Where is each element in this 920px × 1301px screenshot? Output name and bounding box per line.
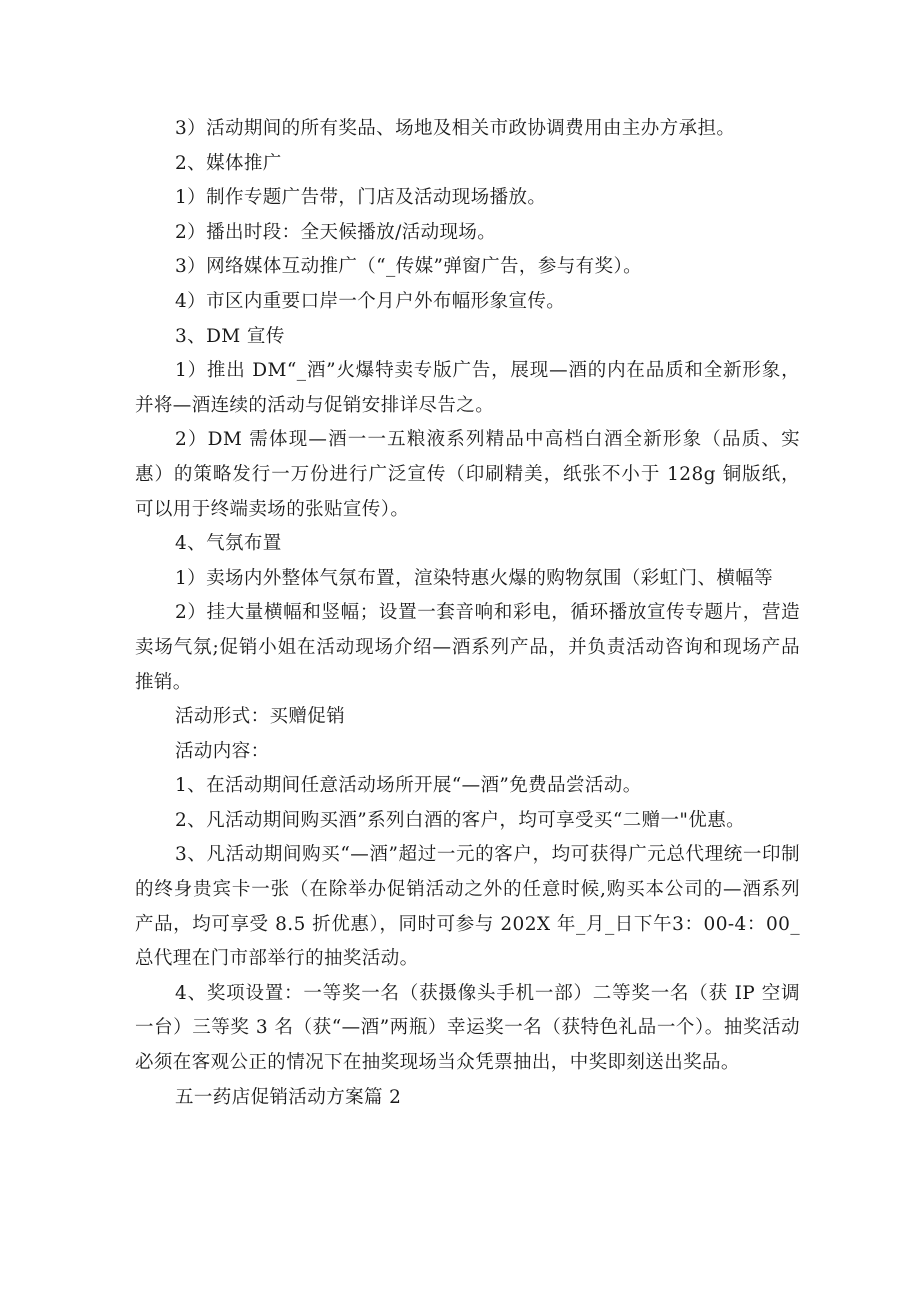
next-section-title: 五一药店促销活动方案篇 2 [175, 1086, 402, 1108]
paragraph: 2）DM 需体现—酒一一五粮液系列精品中高档白酒全新形象（品质、实惠）的策略发行一万份进行广泛宣传（印刷精美，纸张不小于 128g 铜版纸，可以用于终端卖场的张贴宣传）。 [135, 429, 800, 520]
activity-form-label: 活动形式：买赠促销 [175, 706, 346, 728]
paragraph: 1）卖场内外整体气氛布置，渲染特惠火爆的购物氛围（彩虹门、横幅等 [175, 567, 774, 589]
paragraph: 2）播出时段：全天候播放/活动现场。 [175, 221, 497, 243]
paragraph: 1、在活动期间任意活动场所开展“—酒”免费品尝活动。 [175, 775, 642, 797]
document-body [135, 112, 800, 1115]
activity-content-label: 活动内容： [175, 740, 270, 762]
paragraph: 4、奖项设置：一等奖一名（获摄像头手机一部）二等奖一名（获 IP 空调一台）三等奖 3 名（获“—酒”两瓶）幸运奖一名（获特色礼品一个）。抽奖活动必须在客观公正的情况下在抽奖现场当众凭票抽出，中奖即刻送出奖品。 [135, 982, 800, 1074]
section-heading: 4、气氛布置 [175, 533, 282, 555]
paragraph: 3）网络媒体互动推广（“_传媒”弹窗广告，参与有奖）。 [175, 256, 642, 278]
paragraph: 4）市区内重要口岸一个月户外布幅形象宣传。 [175, 290, 566, 312]
paragraph: 2、凡活动期间购买酒”系列白酒的客户，均可享受买“二赠一"优惠。 [175, 809, 745, 831]
section-heading: 2、媒体推广 [175, 152, 282, 174]
paragraph: 3、凡活动期间购买“—酒”超过一元的客户，均可获得广元总代理统一印制的终身贵宾卡一张（在除举办促销活动之外的任意时候,购买本公司的—酒系列产品，均可享受 8.5 折优惠），同时可参与 202X 年_月_日下午3：00-4：00_总代理在门市部举行的抽奖活动。 [135, 844, 800, 970]
paragraph: 3）活动期间的所有奖品、场地及相关市政协调费用由主办方承担。 [175, 118, 736, 139]
paragraph: 2）挂大量横幅和竖幅；设置一套音响和彩电，循环播放宣传专题片，营造卖场气氛;促销小姐在活动现场介绍—酒系列产品，并负责活动咨询和现场产品推销。 [135, 602, 800, 693]
paragraph: 1）制作专题广告带，门店及活动现场播放。 [175, 187, 547, 209]
section-heading: 3、DM 宣传 [175, 325, 285, 347]
paragraph: 1）推出 DM“_酒”火爆特卖专版广告，展现—酒的内在品质和全新形象，并将—酒连续的活动与促销安排详尽告之。 [135, 360, 800, 416]
